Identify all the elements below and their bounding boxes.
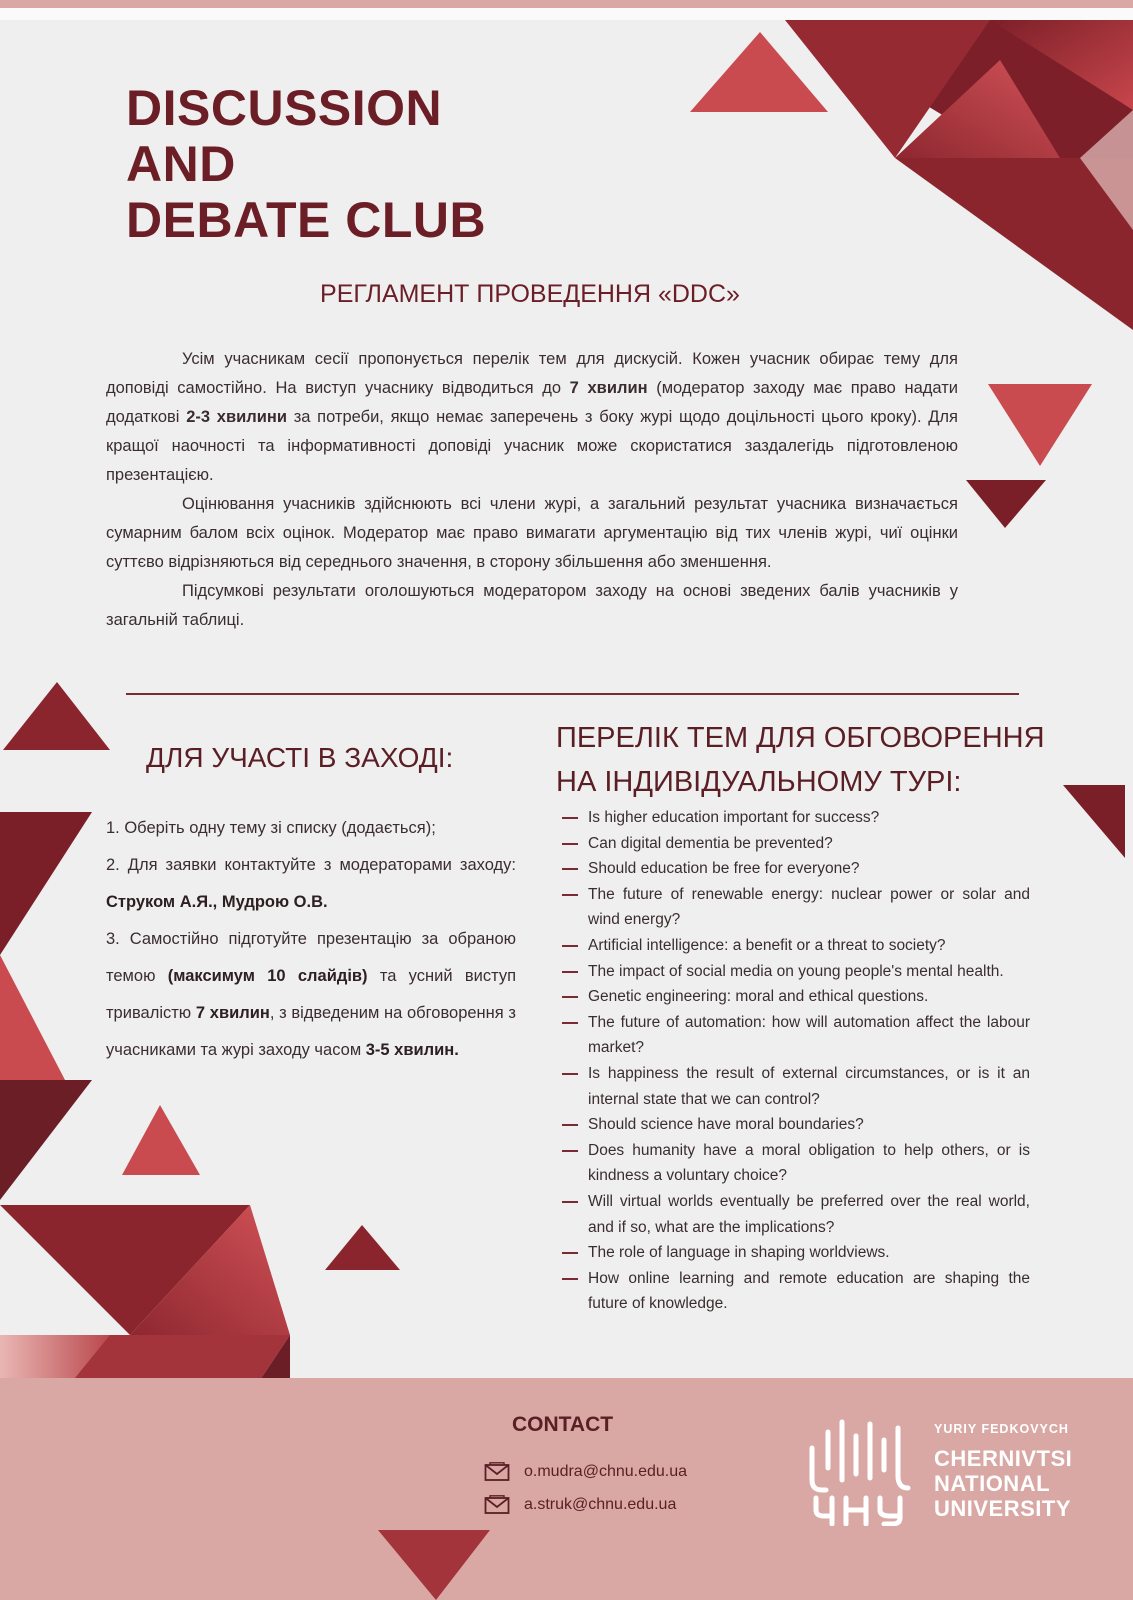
topic-item: [560, 959, 1030, 985]
topic-text: Is higher education important for success?: [588, 809, 880, 826]
topics-list: [560, 805, 1030, 1317]
emphasis: 2-3 хвилини: [186, 408, 287, 426]
topic-item: [560, 856, 1030, 882]
university-line: UNIVERSITY: [934, 1496, 1072, 1521]
topic-item: [560, 1266, 1030, 1317]
emphasis: 3-5 хвилин.: [365, 1041, 459, 1059]
envelope-icon: [484, 1462, 510, 1482]
topic-text: The future of renewable energy: nuclear power or solar and wind energy?: [588, 885, 1030, 929]
text: , з відведеним на обговорення з учасниками та журі заходу часом: [106, 1004, 516, 1059]
step-item: [106, 847, 516, 921]
emphasis: 7 хвилин: [569, 379, 648, 397]
university-subtitle: YURIY FEDKOVYCH: [934, 1422, 1069, 1436]
text: та усний виступ тривалістю: [106, 967, 517, 1022]
dash-icon: [562, 1022, 578, 1024]
topic-text: The future of automation: how will automation affect the labour market?: [588, 1013, 1030, 1057]
topic-item: [560, 1189, 1030, 1240]
participation-heading: ДЛЯ УЧАСТІ В ЗАХОДІ:: [146, 742, 454, 773]
topic-item: [560, 984, 1030, 1010]
topics-heading: [556, 716, 1045, 804]
university-name: [934, 1422, 1072, 1521]
dash-icon: [562, 1124, 578, 1126]
title-line: DEBATE CLUB: [126, 192, 487, 248]
dash-icon: [562, 868, 578, 870]
topic-text: Artificial intelligence: a benefit or a threat to society?: [588, 936, 946, 954]
regulation-paragraph: Оцінювання учасників здійснюють всі члени журі, а загальний результат учасника визначається сумарним балом всіх оцінок. Модератор має право вимагати аргументацію від тих членів журі, чиї оцінки суттєво відрізняються від середнього значення, в сторону збільшення або зменшення.: [106, 495, 958, 571]
topic-text: Does humanity have a moral obligation to help others, or is kindness a voluntary choice?: [588, 1141, 1030, 1185]
topic-text: Should education be free for everyone?: [588, 860, 860, 878]
dash-icon: [562, 1201, 578, 1203]
topics-heading-line: НА ІНДИВІДУАЛЬНОМУ ТУРІ:: [556, 766, 962, 798]
topic-text: Will virtual worlds eventually be preferred over the real world, and if so, what are the implications?: [588, 1192, 1030, 1236]
email-link[interactable]: o.mudra@chnu.edu.ua: [524, 1463, 688, 1480]
participation-steps: [106, 810, 516, 1069]
regulation-text: [106, 345, 958, 635]
triangle: [0, 955, 65, 1080]
topic-item: [560, 1138, 1030, 1189]
section-divider: [126, 693, 1019, 695]
dash-icon: [562, 1073, 578, 1075]
triangle: [988, 384, 1092, 466]
topic-text: The impact of social media on young people's mental health.: [588, 962, 1004, 980]
topic-item: [560, 1061, 1030, 1112]
text: 2. Для заявки контактуйте з модераторами заходу:: [106, 856, 516, 874]
dash-icon: [562, 843, 578, 845]
title-line: DISCUSSION: [126, 80, 443, 136]
topic-item: [560, 882, 1030, 933]
topic-text: Should science have moral boundaries?: [588, 1116, 864, 1134]
university-line: NATIONAL: [934, 1471, 1051, 1496]
triangle: [1063, 785, 1125, 858]
topic-item: [560, 1240, 1030, 1266]
contact-title: CONTACT: [512, 1413, 614, 1436]
topic-item: [560, 1112, 1030, 1138]
emphasis: Струком А.Я., Мудрою О.В.: [106, 893, 328, 911]
contact-email-row: [484, 1495, 676, 1515]
club-title: [126, 80, 486, 248]
topics-heading-line: ПЕРЕЛІК ТЕМ ДЛЯ ОБГОВОРЕННЯ: [556, 722, 1045, 754]
triangle: [3, 682, 110, 750]
triangle: [122, 1105, 200, 1175]
topic-text: The role of language in shaping worldviews.: [588, 1244, 890, 1262]
topic-item: [560, 831, 1030, 857]
text: за потреби, якщо немає заперечень з боку журі щодо доцільності цього кроку). Для кращої наочності та інформативності доповіді учасник може скористатися заздалегідь підготовленою презентацією.: [106, 408, 958, 484]
topic-text: Genetic engineering: moral and ethical questions.: [588, 988, 929, 1006]
regulation-heading: РЕГЛАМЕНТ ПРОВЕДЕННЯ «DDC»: [320, 280, 740, 308]
topic-text: Can digital dementia be prevented?: [588, 834, 833, 852]
dash-icon: [562, 894, 578, 896]
regulation-paragraph: [106, 345, 958, 490]
text: (модератор заходу має право надати додаткові: [106, 379, 958, 426]
step-item: [106, 921, 516, 1069]
dash-icon: [562, 1252, 578, 1254]
university-line: CHERNIVTSI: [934, 1446, 1073, 1471]
triangle: [895, 158, 1133, 330]
dash-icon: [562, 996, 578, 998]
triangle: [0, 1080, 92, 1200]
topic-text: Is happiness the result of external circumstances, or is it an internal state that we can control?: [588, 1064, 1030, 1108]
topic-item: [560, 1010, 1030, 1061]
dash-icon: [562, 945, 578, 947]
envelope-icon: [484, 1495, 510, 1515]
contact-email-row: [484, 1462, 687, 1482]
dash-icon: [562, 1150, 578, 1152]
topic-text: How online learning and remote education are shaping the future of knowledge.: [588, 1269, 1030, 1313]
topic-item: [560, 933, 1030, 959]
dash-icon: [562, 971, 578, 973]
dash-icon: [562, 817, 578, 819]
dash-icon: [562, 1278, 578, 1280]
regulation-paragraph: Підсумкові результати оголошуються модератором заходу на основі зведених балів учасників у загальній таблиці.: [106, 582, 958, 629]
emphasis: 7 хвилин: [195, 1004, 270, 1022]
triangle: [325, 1225, 400, 1270]
title-line: AND: [126, 136, 236, 192]
step-item: 1. Оберіть одну тему зі списку (додається);: [106, 819, 436, 837]
triangle: [0, 812, 92, 955]
emphasis: (максимум 10 слайдів): [167, 967, 368, 985]
triangle: [966, 480, 1046, 528]
email-link[interactable]: a.struk@chnu.edu.ua: [524, 1496, 677, 1513]
text: Усім учасникам сесії пропонується перелік тем для дискусій. Кожен учасник обирає тему для доповіді самостійно. На виступ учаснику відводиться до: [106, 350, 958, 397]
topic-item: [560, 805, 1030, 831]
chnu-logo-icon: [804, 1418, 924, 1526]
text: 3. Самостійно підготуйте презентацію за обраною темою: [106, 930, 516, 985]
